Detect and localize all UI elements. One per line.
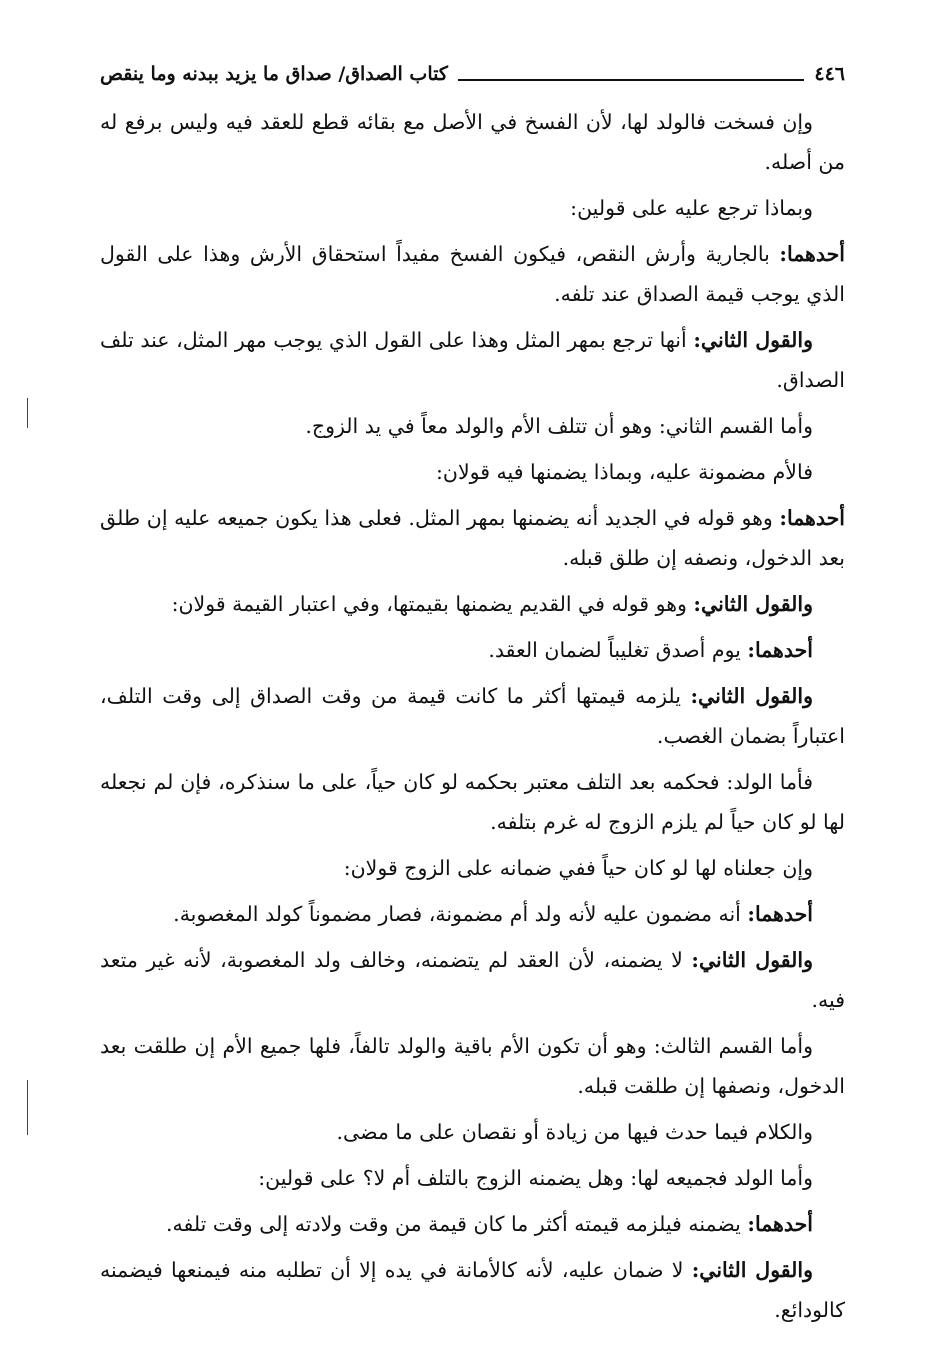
header-rule [458,79,804,81]
paragraph-label: أحدهما: [747,638,813,662]
paragraph: والقول الثاني: لا يضمنه، لأن العقد لم يتضمنه، وخالف ولد المغصوبة، لأنه غير متعد فيه. [100,948,845,1012]
paragraph: أحدهما: يوم أصدق تغليباً لضمان العقد. [488,638,813,662]
paragraph-label: والقول الثاني: [693,592,813,616]
paragraph: والكلام فيما حدث فيها من زيادة أو نقصان على ما مضى. [336,1120,813,1144]
paragraph-label: والقول الثاني: [691,1258,813,1282]
paragraph: وإن جعلناه لها لو كان حياً ففي ضمانه على الزوج قولان: [343,856,813,880]
paragraph-label: والقول الثاني: [693,328,813,352]
paragraph: والقول الثاني: يلزمه قيمتها أكثر ما كانت قيمة من وقت الصداق إلى وقت التلف، اعتباراً بضمان الغصب. [100,684,845,748]
paragraph-label: أحدهما: [747,902,813,926]
paragraph: والقول الثاني: لا ضمان عليه، لأنه كالأمانة في يده إلا أن تطلبه منه فيمنعها فيضمنه كالودائع. [100,1258,845,1322]
paragraph: فالأم مضمونة عليه، وبماذا يضمنها فيه قولان: [436,460,813,484]
paragraph: أحدهما: بالجارية وأرش النقص، فيكون الفسخ مفيداً استحقاق الأرش وهذا على القول الذي يوجب قيمة الصداق عند تلفه. [100,242,845,306]
margin-mark [27,1080,28,1135]
paragraph: وإن فسخت فالولد لها، لأن الفسخ في الأصل مع بقائه قطع للعقد فيه وليس برفع له من أصله. [100,110,845,174]
paragraph: أحدهما: وهو قوله في الجديد أنه يضمنها بمهر المثل. فعلى هذا يكون جميعه عليه إن طلق بعد الدخول، ونصفه إن طلق قبله. [100,506,845,570]
page-number: ٤٤٦ [814,63,845,85]
page-body [100,102,845,1336]
paragraph-label: أحدهما: [779,242,845,266]
paragraph-label: والقول الثاني: [690,684,813,708]
paragraph-label: أحدهما: [779,506,845,530]
running-title: كتاب الصداق/ صداق ما يزيد ببدنه وما ينقص [100,63,448,85]
paragraph: أحدهما: يضمنه فيلزمه قيمته أكثر ما كان قيمة من وقت ولادته إلى وقت تلفه. [165,1212,813,1236]
margin-mark [27,398,28,428]
paragraph: وبماذا ترجع عليه على قولين: [570,196,813,220]
paragraph: والقول الثاني: أنها ترجع بمهر المثل وهذا على القول الذي يوجب مهر المثل، عند تلف الصداق. [100,328,845,392]
paragraph: وأما القسم الثالث: وهو أن تكون الأم باقية والولد تالفاً، فلها جميع الأم إن طلقت بعد الدخول، ونصفها إن طلقت قبله. [100,1034,845,1098]
paragraph: وأما القسم الثاني: وهو أن تتلف الأم والولد معاً في يد الزوج. [305,414,813,438]
page-header [100,56,845,92]
paragraph-label: أحدهما: [747,1212,813,1236]
paragraph-label: والقول الثاني: [691,948,813,972]
paragraph: والقول الثاني: وهو قوله في القديم يضمنها بقيمتها، وفي اعتبار القيمة قولان: [171,592,813,616]
paragraph: أحدهما: أنه مضمون عليه لأنه ولد أم مضمونة، فصار مضموناً كولد المغصوبة. [173,902,813,926]
paragraph: وأما الولد فجميعه لها: وهل يضمنه الزوج بالتلف أم لا؟ على قولين: [258,1166,813,1190]
paragraph: فأما الولد: فحكمه بعد التلف معتبر بحكمه لو كان حياً، على ما سنذكره، فإن لم نجعله لها لو كان حياً لم يلزم الزوج له غرم بتلفه. [100,770,845,834]
